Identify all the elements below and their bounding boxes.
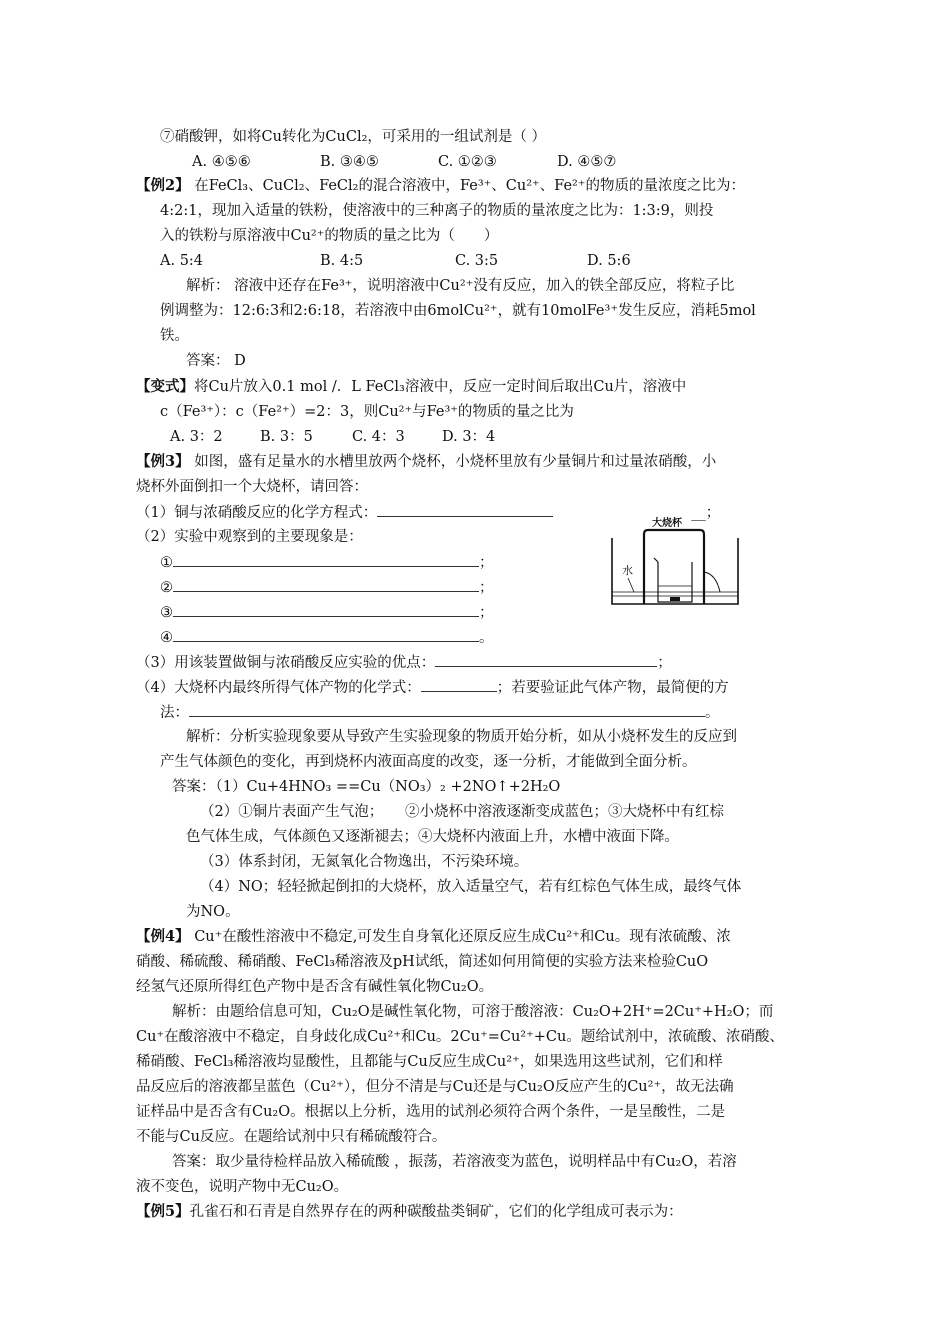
example-2-line-2: 4:2:1，现加入适量的铁粉，使溶液中的三种离子的物质的量浓度之比为：1:3:9，则投 <box>160 203 714 219</box>
sub-1-end: __； <box>691 505 721 521</box>
method-blank[interactable] <box>189 702 705 717</box>
example-4-line-1: Cu⁺在酸性溶液中不稳定,可发生自身氧化还原反应生成Cu²⁺和Cu。现有浓硫酸、浓 <box>194 929 731 945</box>
water-pointer <box>628 578 634 592</box>
intro-option-c: C. ①②③ <box>438 154 497 170</box>
variant-option-a: A. 3：2 <box>170 429 223 445</box>
end-1: ； <box>479 555 494 571</box>
end-3: ； <box>479 605 494 621</box>
example-4-line-3: 经氢气还原所得红色产物中是否含有碱性氧化物Cu₂O。 <box>136 979 494 995</box>
example-2-option-c: C. 3:5 <box>455 253 499 269</box>
variant-line-1: 将Cu片放入0.1 mol /．L FeCl₃溶液中，反应一定时间后取出Cu片，溶液中 <box>194 379 687 395</box>
example-3-answer-3: （3）体系封闭，无氮氧化合物逸出，不污染环境。 <box>200 854 529 870</box>
example-5-tag: 【例5】 <box>136 1203 190 1220</box>
variant-line-2: c（Fe³⁺）：c（Fe²⁺）=2：3，则Cu²⁺与Fe³⁺的物质的量之比为 <box>160 404 574 420</box>
sub-3-end: ； <box>657 655 672 671</box>
mark-1: ① <box>160 555 173 571</box>
example-2-option-d: D. 5:6 <box>587 253 631 269</box>
example-3-sub-4-method <box>160 702 720 723</box>
example-3-line-2: 烧杯外面倒扣一个大烧杯，请回答： <box>136 479 368 495</box>
example-5-line-1: 孔雀石和石青是自然界存在的两种碳酸盐类铜矿，它们的化学组成可表示为： <box>189 1204 683 1220</box>
phenomenon-3-blank[interactable] <box>173 602 479 617</box>
phenomenon-4-blank[interactable] <box>173 627 479 642</box>
example-3-analysis-2: 产生气体颜色的变化，再到烧杯内液面高度的改变，逐一分析，才能做到全面分析。 <box>160 754 697 770</box>
variant-question <box>136 377 686 397</box>
equation-answer-blank[interactable] <box>377 502 553 517</box>
example-2-tag: 【例2】 <box>136 177 190 194</box>
example-4-analysis-6: 不能与Cu反应。在题给试剂中只有稀硫酸符合。 <box>136 1129 447 1145</box>
example-3-question <box>136 452 716 472</box>
variant-tag: 【变式】 <box>136 378 194 395</box>
water-label: 水 <box>622 564 633 577</box>
example-2-analysis-3: 铁。 <box>160 328 189 344</box>
advantage-blank[interactable] <box>435 652 657 667</box>
example-2-analysis-2: 例调整为：12:6:3和2:6:18，若溶液中由6molCu²⁺，就有10molFe³⁺发生反应，消耗5mol <box>160 303 756 319</box>
sub-4-text: （4）大烧杯内最终所得气体产物的化学式： <box>136 680 421 696</box>
end-4: 。 <box>479 630 494 646</box>
big-beaker-label: 大烧杯 <box>652 518 682 529</box>
intro-line: ⑦硝酸钾，如将Cu转化为CuCl₂，可采用的一组试剂是（ ） <box>160 129 547 145</box>
example-4-answer-1: 答案：取少量待检样品放入稀硫酸 ，振荡，若溶液变为蓝色，说明样品中有Cu₂O，若溶 <box>172 1154 737 1170</box>
example-2-option-a: A. 5:4 <box>160 253 204 269</box>
mark-2: ② <box>160 580 173 596</box>
example-4-analysis-4: 品反应后的溶液都呈蓝色（Cu²⁺），但分不清是与Cu还是与Cu₂O反应产生的Cu²⁺，故无法确 <box>136 1079 734 1095</box>
example-3-sub-3 <box>136 652 672 673</box>
example-3-sub-4 <box>136 677 729 698</box>
copper-piece <box>670 597 680 601</box>
end-2: ； <box>479 580 494 596</box>
example-2-line-1: 在FeCl₃、CuCl₂、FeCl₂的混合溶液中，Fe³⁺、Cu²⁺、Fe²⁺的物质的量浓度之比为： <box>194 178 745 194</box>
example-2-line-3: 入的铁粉与原溶液中Cu²⁺的物质的量之比为（ ） <box>160 228 499 244</box>
variant-option-d: D. 3：4 <box>442 429 496 445</box>
example-4-answer-2: 液不变色，说明产物中无Cu₂O。 <box>136 1179 349 1195</box>
example-3-answer-2a: （2）①铜片表面产生气泡； ②小烧杯中溶液逐渐变成蓝色；③大烧杯中有红棕 <box>200 804 724 820</box>
example-3-answer-4b: 为NO。 <box>186 904 240 920</box>
example-4-analysis-2: Cu⁺在酸溶液中不稳定，自身歧化成Cu²⁺和Cu。2Cu⁺=Cu²⁺+Cu。题给试剂中，浓硫酸、浓硝酸、 <box>136 1029 784 1045</box>
phenomenon-4 <box>160 627 494 648</box>
example-3-sub-2: （2）实验中观察到的主要现象是： <box>136 529 363 545</box>
mark-4: ④ <box>160 630 173 646</box>
example-4-analysis-1: 解析：由题给信息可知，Cu₂O是碱性氧化物，可溶于酸溶液：Cu₂O+2H⁺=2Cu⁺+H₂O；而 <box>172 1004 774 1020</box>
sub-1-text: （1）铜与浓硝酸反应的化学方程式： <box>136 505 378 521</box>
example-2-option-b: B. 4:5 <box>320 253 364 269</box>
phenomenon-1-blank[interactable] <box>173 552 479 567</box>
beaker-apparatus-diagram <box>604 512 744 612</box>
example-4-analysis-3: 稀硝酸、FeCl₃稀溶液均显酸性，且都能与Cu反应生成Cu²⁺，如果选用这些试剂，它们和样 <box>136 1054 723 1070</box>
big-beaker <box>644 530 704 604</box>
example-5-question <box>136 1202 683 1222</box>
example-3-answer-4a: （4）NO；轻轻掀起倒扣的大烧杯，放入适量空气，若有红棕色气体生成，最终气体 <box>200 879 742 895</box>
method-label: 法： <box>160 705 189 721</box>
example-2-answer: 答案： D <box>186 353 246 369</box>
intro-option-b: B. ③④⑤ <box>320 154 379 170</box>
method-end: 。 <box>705 705 720 721</box>
example-4-question <box>136 927 731 947</box>
sub-4-mid: ；若要验证此气体产物，最简便的方 <box>496 680 729 696</box>
variant-option-c: C. 4：3 <box>352 429 405 445</box>
beaker-lip-line <box>704 572 720 592</box>
variant-option-b: B. 3：5 <box>260 429 313 445</box>
mark-3: ③ <box>160 605 173 621</box>
example-4-line-2: 硝酸、稀硫酸、稀硝酸、FeCl₃稀溶液及pH试纸，简述如何用简便的实验方法来检验CuO <box>136 954 709 970</box>
intro-option-d: D. ④⑤⑦ <box>557 154 617 170</box>
example-2-question <box>136 176 745 196</box>
phenomenon-1 <box>160 552 494 573</box>
phenomenon-2 <box>160 577 494 598</box>
example-3-answer-1: 答案：（1）Cu+4HNO₃ ==Cu（NO₃）₂ +2NO↑+2H₂O <box>172 779 561 795</box>
trough-water-level <box>612 592 738 596</box>
sub-3-text: （3）用该装置做铜与浓硝酸反应实验的优点： <box>136 655 436 671</box>
example-3-analysis-1: 解析：分析实验现象要从导致产生实验现象的物质开始分析，如从小烧杯发生的反应到 <box>186 729 737 745</box>
phenomenon-2-blank[interactable] <box>173 577 479 592</box>
phenomenon-3 <box>160 602 494 623</box>
small-beaker <box>654 558 692 602</box>
example-3-answer-2b: 色气体生成，气体颜色又逐渐褪去；④大烧杯内液面上升，水槽中液面下降。 <box>186 829 679 845</box>
example-2-analysis-1: 解析： 溶液中还存在Fe³⁺，说明溶液中Cu²⁺没有反应，加入的铁全部反应，将粒子比 <box>186 278 735 294</box>
example-4-analysis-5: 证样品中是否含有Cu₂O。根据以上分析，选用的试剂必须符合两个条件，一是呈酸性，二是 <box>136 1104 726 1120</box>
gas-formula-blank[interactable] <box>421 677 497 692</box>
example-3-tag: 【例3】 <box>136 453 190 470</box>
intro-option-a: A. ④⑤⑥ <box>192 154 251 170</box>
example-4-tag: 【例4】 <box>136 928 190 945</box>
example-3-line-1: 如图，盛有足量水的水槽里放两个烧杯，小烧杯里放有少量铜片和过量浓硝酸，小 <box>194 454 717 470</box>
